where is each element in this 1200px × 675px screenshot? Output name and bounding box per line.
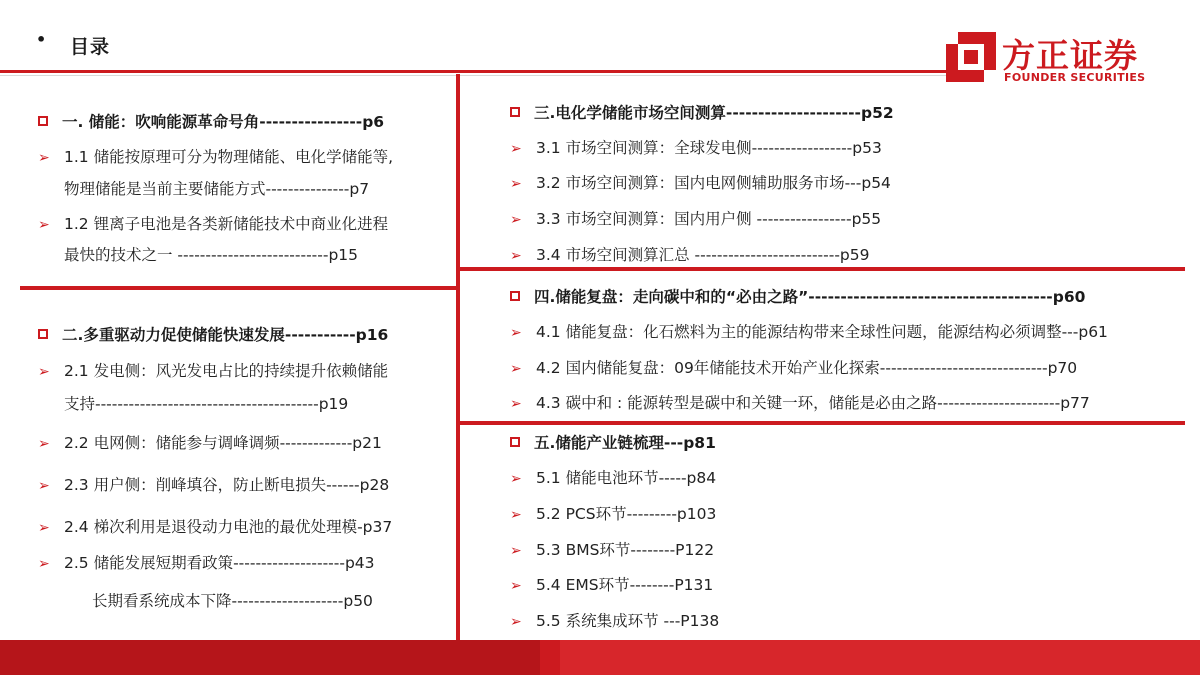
arrow-bullet-icon: ➢ <box>38 520 50 536</box>
toc-section-1-heading: 一. 储能：吹响能源革命号角----------------p6 <box>62 113 385 131</box>
toc-item-4-1[interactable] <box>510 320 1108 342</box>
toc-item-4-1-label: 4.1 储能复盘：化石燃料为主的能源结构带来全球性问题，能源结构必须调整---p61 <box>536 323 1108 341</box>
toc-item-2-1-line1: 2.1 发电侧：风光发电占比的持续提升依赖储能 <box>64 362 389 380</box>
toc-item-1-1-cont[interactable]: 物理储能是当前主要储能方式---------------p7 <box>64 180 370 198</box>
toc-section-1[interactable] <box>38 110 384 132</box>
header-rule <box>0 70 946 73</box>
arrow-bullet-icon: ➢ <box>510 507 522 523</box>
toc-item-2-1[interactable] <box>38 359 388 381</box>
toc-item-2-4[interactable] <box>38 515 392 537</box>
toc-item-3-1[interactable] <box>510 136 882 158</box>
page-title: 目录 <box>70 36 111 58</box>
toc-item-2-3[interactable] <box>38 473 389 495</box>
toc-item-3-3[interactable] <box>510 207 881 229</box>
toc-item-5-2[interactable] <box>510 502 716 524</box>
toc-item-1-2-line1: 1.2 锂离子电池是各类新储能技术中商业化进程 <box>64 215 389 233</box>
arrow-bullet-icon: ➢ <box>510 325 522 341</box>
toc-item-3-2-label: 3.2 市场空间测算：国内电网侧辅助服务市场---p54 <box>536 174 891 192</box>
toc-item-4-2[interactable] <box>510 356 1077 378</box>
arrow-bullet-icon: ➢ <box>510 141 522 157</box>
toc-item-4-2-label: 4.2 国内储能复盘：09年储能技术开始产业化探索------------------------------p70 <box>536 359 1078 377</box>
title-bullet: • <box>36 30 47 49</box>
toc-section-3-heading: 三.电化学储能市场空间测算---------------------p52 <box>534 104 894 122</box>
square-bullet-icon <box>510 437 520 447</box>
toc-item-2-2[interactable] <box>38 431 382 453</box>
toc-item-2-4-line1: 2.4 梯次利用是退役动力电池的最优处理模-p37 <box>64 518 393 536</box>
toc-item-4-3-label: 4.3 碳中和 : 能源转型是碳中和关键一环，储能是必由之路----------------------p77 <box>536 394 1090 412</box>
arrow-bullet-icon: ➢ <box>38 217 50 233</box>
toc-item-2-5-cont[interactable]: 长期看系统成本下降--------------------p50 <box>92 592 373 610</box>
header-rule-thin <box>0 75 946 76</box>
arrow-bullet-icon: ➢ <box>510 212 522 228</box>
arrow-bullet-icon: ➢ <box>510 248 522 264</box>
toc-section-2[interactable] <box>38 323 388 345</box>
square-bullet-icon <box>38 116 48 126</box>
toc-item-1-2-cont[interactable]: 最快的技术之一 ---------------------------p15 <box>64 246 359 264</box>
toc-item-5-3[interactable] <box>510 538 714 560</box>
toc-item-2-5[interactable] <box>38 551 375 573</box>
founder-logo-mark-icon <box>944 30 998 84</box>
logo-english-name: FOUNDER SECURITIES <box>1004 71 1146 84</box>
square-bullet-icon <box>38 329 48 339</box>
toc-item-5-1-label: 5.1 储能电池环节-----p84 <box>536 469 717 487</box>
arrow-bullet-icon: ➢ <box>510 361 522 377</box>
right-section-divider-1 <box>460 267 1185 271</box>
toc-section-2-heading: 二.多重驱动力促使储能快速发展-----------p16 <box>62 326 389 344</box>
vertical-divider <box>456 74 460 640</box>
left-section-divider <box>20 286 458 290</box>
toc-item-3-4-label: 3.4 市场空间测算汇总 --------------------------p59 <box>536 246 870 264</box>
toc-item-2-1-cont[interactable]: 支持----------------------------------------p19 <box>64 395 349 413</box>
toc-section-4-heading: 四.储能复盘：走向碳中和的“必由之路”--------------------------------------p60 <box>534 288 1086 306</box>
toc-item-2-2-line1: 2.2 电网侧：储能参与调峰调频-------------p21 <box>64 434 382 452</box>
arrow-bullet-icon: ➢ <box>510 614 522 630</box>
arrow-bullet-icon: ➢ <box>510 578 522 594</box>
toc-item-1-1[interactable] <box>38 145 393 167</box>
toc-item-3-3-label: 3.3 市场空间测算：国内用户侧 -----------------p55 <box>536 210 882 228</box>
logo-chinese-name: 方正证券 <box>1002 36 1138 75</box>
toc-item-5-3-label: 5.3 BMS环节--------P122 <box>536 541 715 559</box>
footer-shape-left <box>0 640 540 675</box>
toc-item-3-2[interactable] <box>510 171 891 193</box>
toc-item-5-2-label: 5.2 PCS环节---------p103 <box>536 505 717 523</box>
arrow-bullet-icon: ➢ <box>510 543 522 559</box>
square-bullet-icon <box>510 107 520 117</box>
toc-item-5-4[interactable] <box>510 573 713 595</box>
arrow-bullet-icon: ➢ <box>38 150 50 166</box>
arrow-bullet-icon: ➢ <box>510 396 522 412</box>
toc-section-5[interactable] <box>510 431 716 453</box>
toc-section-5-heading: 五.储能产业链梳理---p81 <box>534 434 716 452</box>
arrow-bullet-icon: ➢ <box>38 364 50 380</box>
footer-band <box>0 640 1200 675</box>
toc-item-1-1-line1: 1.1 储能按原理可分为物理储能、电化学储能等, <box>64 148 394 166</box>
arrow-bullet-icon: ➢ <box>510 176 522 192</box>
toc-item-5-5[interactable] <box>510 609 719 631</box>
toc-item-5-4-label: 5.4 EMS环节--------P131 <box>536 576 714 594</box>
arrow-bullet-icon: ➢ <box>38 556 50 572</box>
toc-item-3-4[interactable] <box>510 243 870 265</box>
right-section-divider-2 <box>460 421 1185 425</box>
toc-section-4[interactable] <box>510 285 1085 307</box>
toc-section-3[interactable] <box>510 101 894 123</box>
arrow-bullet-icon: ➢ <box>38 478 50 494</box>
toc-item-2-3-line1: 2.3 用户侧：削峰填谷，防止断电损失------p28 <box>64 476 390 494</box>
toc-item-5-5-label: 5.5 系统集成环节 ---P138 <box>536 612 720 630</box>
arrow-bullet-icon: ➢ <box>510 471 522 487</box>
toc-item-3-1-label: 3.1 市场空间测算：全球发电侧------------------p53 <box>536 139 882 157</box>
arrow-bullet-icon: ➢ <box>38 436 50 452</box>
footer-shape-right <box>560 640 1200 675</box>
toc-item-5-1[interactable] <box>510 466 716 488</box>
toc-item-2-5-line1: 2.5 储能发展短期看政策--------------------p43 <box>64 554 375 572</box>
square-bullet-icon <box>510 291 520 301</box>
toc-item-4-3[interactable] <box>510 391 1090 413</box>
toc-item-1-2[interactable] <box>38 212 388 234</box>
founder-logo <box>944 30 1144 86</box>
